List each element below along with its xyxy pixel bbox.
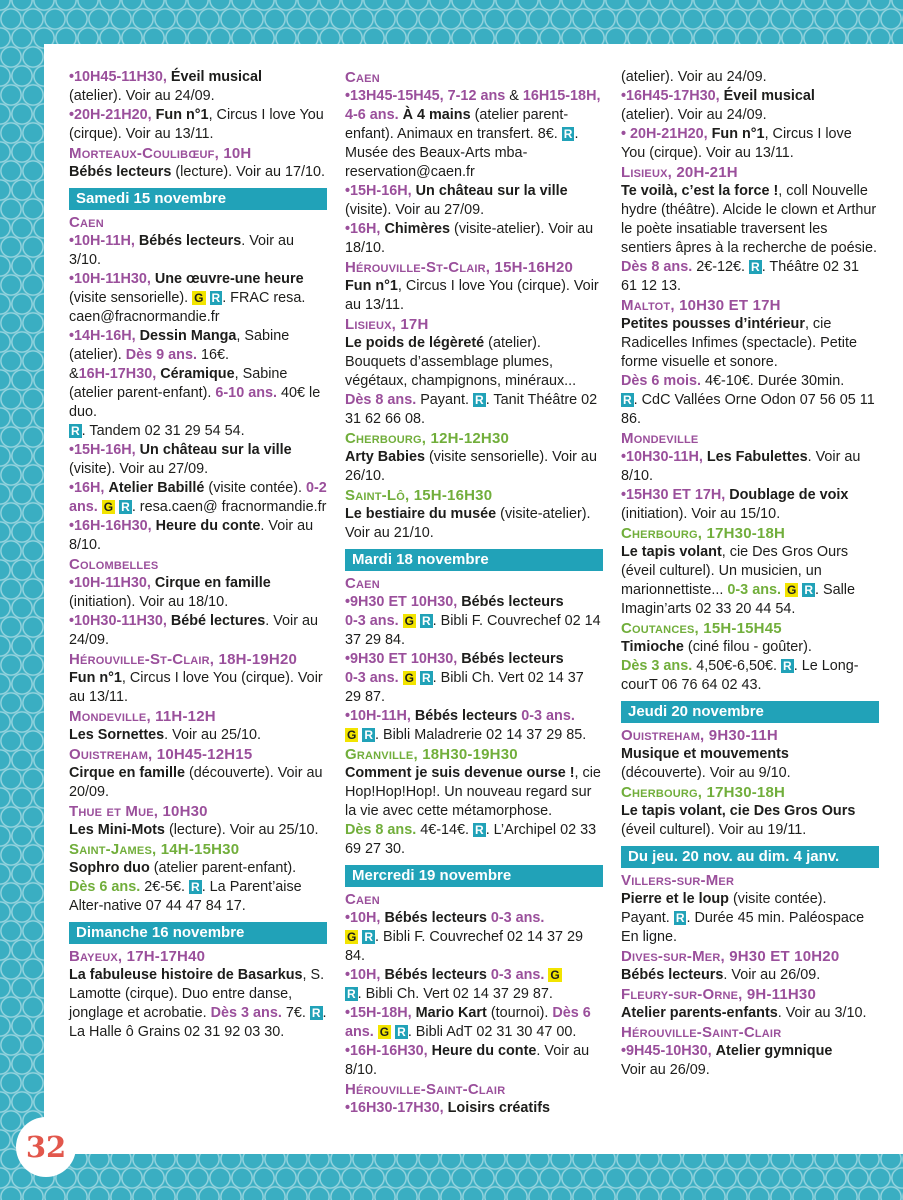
event-price: 2€-12€. xyxy=(696,259,746,275)
venue-heading: Cherbourg, 17H30-18H xyxy=(621,784,786,801)
event-details: (découverte). Voir au 9/10. xyxy=(621,765,791,781)
agenda-column-3 xyxy=(621,68,879,1080)
event-time: •10H-11H, xyxy=(345,708,411,724)
event-time: •10H-11H30, xyxy=(69,575,151,591)
event-title: Cirque en famille xyxy=(154,575,271,591)
event-details: , Circus I love You (cirque). Voir au 13/11. xyxy=(345,278,599,313)
event-time: •16H-16H30, xyxy=(69,518,152,534)
event-title: Doublage de voix xyxy=(729,487,849,503)
event-entry xyxy=(621,182,879,296)
r-badge: R xyxy=(364,728,374,742)
event-title: Bébés lecteurs xyxy=(384,910,487,926)
event-entry xyxy=(345,764,603,859)
event-contact: . La Halle ô Grains 02 31 92 03 30. xyxy=(69,1005,327,1040)
event-details: , cie Radicelles Infimes (spectacle). Petite forme visuelle et sonore. xyxy=(621,316,857,370)
event-entry xyxy=(621,890,879,947)
venue-heading: Ouistreham, 9H30-11H xyxy=(621,727,778,744)
age-label: 0-3 ans. xyxy=(345,670,399,686)
age-label: 0-3 ans. xyxy=(727,582,781,598)
event-entry xyxy=(345,966,603,1004)
event-entry xyxy=(621,315,879,429)
event-entry xyxy=(69,726,327,745)
event-contact: . Le Long-courT 06 76 64 02 43. xyxy=(621,658,859,693)
agenda-column-2 xyxy=(345,68,603,1118)
venue-heading: Caen xyxy=(345,891,380,908)
venue-heading: Cherbourg, 12H-12H30 xyxy=(345,430,510,447)
age-label: 0-3 ans. xyxy=(490,910,545,926)
venue-heading: Caen xyxy=(69,214,104,231)
event-details: (visite). Voir au 27/09. xyxy=(345,202,485,218)
event-title: Bébés lecteurs xyxy=(384,967,487,983)
age-label: Dès 8 ans. xyxy=(345,392,417,408)
event-details: (initiation). Voir au 18/10. xyxy=(69,594,229,610)
event-details: . Voir au 25/10. xyxy=(164,727,261,743)
event-price: 4,50€-6,50€. xyxy=(696,658,778,674)
event-entry xyxy=(69,365,327,441)
event-details: (ciné filou - goûter). xyxy=(687,639,812,655)
r-badge: R xyxy=(211,291,221,305)
r-badge: R xyxy=(475,823,484,837)
event-details: (atelier). Voir au 24/09. xyxy=(621,69,767,85)
age-label: Dès 8 ans. xyxy=(621,259,693,275)
event-title: Éveil musical xyxy=(723,88,815,104)
event-time: •14H-16H, xyxy=(69,328,136,344)
event-contact: . Bibli F. Couvrechef 02 14 37 29 84. xyxy=(345,929,584,964)
event-title: Arty Babies xyxy=(345,449,425,465)
event-details: , Circus I love You (cirque). Voir au 13/11. xyxy=(69,107,324,142)
venue-heading: Villers-sur-Mer xyxy=(621,872,735,889)
venue-heading: Saint-James, 14H-15H30 xyxy=(69,841,240,858)
r-badge: R xyxy=(71,424,80,438)
event-contact: . Salle Imagin’arts 02 33 20 44 54. xyxy=(621,582,855,617)
venue-heading: Maltot, 10H30 ET 17H xyxy=(621,297,781,314)
day-header: Dimanche 16 novembre xyxy=(69,922,327,944)
event-contact: . CdC Vallées Orne Odon 07 56 05 11 86. xyxy=(621,392,875,427)
venue-heading: Hérouville-Saint-Clair xyxy=(345,1081,506,1098)
event-title: Une œuvre-une heure xyxy=(154,271,304,287)
event-title: Les Fabulettes xyxy=(706,449,808,465)
g-badge: G xyxy=(404,614,414,628)
event-details: (visite-atelier). Voir au 18/10. xyxy=(345,221,594,256)
event-details: (atelier). Voir au 24/09. xyxy=(621,107,767,123)
event-title: Le tapis volant, cie Des Gros Ours xyxy=(621,803,856,819)
r-badge: R xyxy=(475,393,484,407)
event-time: •9H30 ET 10H30, xyxy=(345,594,458,610)
venue-heading: Fleury-sur-Orne, 9H-11H30 xyxy=(621,986,817,1003)
event-entry xyxy=(69,441,327,479)
event-details: (visite sensorielle). xyxy=(69,290,189,306)
event-details: . Voir au 3/10. xyxy=(69,233,295,268)
event-entry xyxy=(69,232,327,270)
event-entry xyxy=(345,1042,603,1080)
r-badge: R xyxy=(421,671,431,685)
event-title: Petites pousses d’intérieur xyxy=(621,316,805,332)
event-entry xyxy=(345,909,603,966)
event-time: 16H15-18H, 4-6 ans. xyxy=(345,88,601,123)
day-header: Mercredi 19 novembre xyxy=(345,865,603,887)
event-details: (initiation). Voir au 15/10. xyxy=(621,506,781,522)
event-time: •10H, xyxy=(345,910,381,926)
event-entry xyxy=(345,1099,603,1118)
venue-heading: Mondeville, 11H-12H xyxy=(69,708,216,725)
r-badge: R xyxy=(804,583,813,597)
event-entry xyxy=(621,745,879,783)
event-title: Loisirs créatifs xyxy=(447,1100,551,1116)
event-title: Pierre et le loup xyxy=(621,891,729,907)
event-time: •15H-18H, xyxy=(345,1005,412,1021)
event-time: •10H-11H30, xyxy=(69,271,151,287)
event-contact: . Bibli F. Couvrechef 02 14 37 29 84. xyxy=(345,613,601,648)
event-details: . Voir au 26/09. xyxy=(723,967,821,983)
age-label: 0-3 ans. xyxy=(345,613,399,629)
event-time: •16H30-17H30, xyxy=(345,1100,444,1116)
event-title: Fun n°1 xyxy=(69,670,122,686)
event-title: Comment je suis devenue ourse ! xyxy=(345,765,575,781)
age-label: 0-2 ans. xyxy=(69,480,327,515)
event-title: La fabuleuse histoire de Basarkus xyxy=(69,967,303,983)
event-details: , cie Hop!Hop!Hop!. Un nouveau regard sur la vie avec cette métamorphose. xyxy=(345,765,601,819)
event-details: . Voir au 8/10. xyxy=(345,1043,590,1078)
event-price: 16€. xyxy=(200,347,229,363)
event-details: (atelier parent-enfant). xyxy=(153,860,297,876)
day-header: Mardi 18 novembre xyxy=(345,549,603,571)
event-details: (visite contée). xyxy=(208,480,302,496)
r-badge: R xyxy=(623,393,632,407)
event-price: 40€ le duo. xyxy=(69,385,321,420)
r-badge: R xyxy=(421,614,431,628)
event-entry xyxy=(69,821,327,840)
event-title: Chimères xyxy=(384,221,451,237)
event-details: . Voir au 24/09. xyxy=(69,613,319,648)
event-price: 4€-10€. Durée 30min. xyxy=(705,373,845,389)
venue-heading: Morteaux-Coulibœuf, 10H xyxy=(69,145,252,162)
age-label: 0-3 ans. xyxy=(490,967,545,983)
page-number: 32 xyxy=(16,1117,76,1177)
age-label: Dès 6 ans. xyxy=(345,1005,591,1040)
venue-heading: Hérouville-St-Clair, 15H-16H20 xyxy=(345,259,574,276)
venue-heading: Lisieux, 20H-21H xyxy=(621,164,738,181)
event-details: (visite-atelier). Voir au 21/10. xyxy=(345,506,591,541)
event-entry xyxy=(345,593,603,650)
event-entry xyxy=(621,1004,879,1023)
event-contact: . La Parent’aise Alter-native 07 44 47 84 17. xyxy=(69,879,302,914)
r-badge: R xyxy=(311,1006,321,1020)
event-entry xyxy=(69,966,327,1042)
event-contact: . Théâtre 02 31 61 12 13. xyxy=(621,259,860,294)
event-title: À 4 mains xyxy=(402,107,471,123)
r-badge: R xyxy=(751,260,760,274)
event-details: (visite sensorielle). Voir au 26/10. xyxy=(345,449,597,484)
event-time: • 20H-21H20, xyxy=(621,126,708,142)
event-time: •15H30 ET 17H, xyxy=(621,487,726,503)
event-details: (atelier). Voir au 24/09. xyxy=(69,88,215,104)
event-details: . Voir au 3/10. xyxy=(777,1005,867,1021)
event-entry xyxy=(69,669,327,707)
event-time: 16H-17H30, xyxy=(78,366,157,382)
event-contact: . L’Archipel 02 33 69 27 30. xyxy=(345,822,597,857)
event-title: Le poids de légèreté xyxy=(345,335,485,351)
event-time: •10H30-11H, xyxy=(621,449,703,465)
event-details: (visite contée). Payant. xyxy=(621,891,827,926)
event-title: Les Mini-Mots xyxy=(69,822,165,838)
event-price: 2€-5€. xyxy=(144,879,186,895)
event-title: Bébés lecteurs xyxy=(461,651,564,667)
event-details: . FRAC resa. caen@fracnormandie.fr xyxy=(69,290,306,325)
venue-heading: Cherbourg, 17H30-18H xyxy=(621,525,786,542)
event-title: Bébés lecteurs xyxy=(461,594,564,610)
age-label: Dès 6 ans. xyxy=(69,879,141,895)
day-header: Jeudi 20 novembre xyxy=(621,701,879,723)
event-time: •13H45-15H45, 7-12 ans xyxy=(345,88,506,104)
event-details: , coll Nouvelle hydre (théâtre). Alcide le clown et Arthur le poète insatiable traversent les sentiers âpres à la recherche de poésie. xyxy=(621,183,877,256)
event-details: , Sabine (atelier). xyxy=(69,328,290,363)
event-time: •10H30-11H30, xyxy=(69,613,167,629)
day-header: Samedi 15 novembre xyxy=(69,188,327,210)
event-title: Le tapis volant xyxy=(621,544,722,560)
age-label: Dès 6 mois. xyxy=(621,373,701,389)
event-entry xyxy=(69,270,327,327)
event-time: •16H45-17H30, xyxy=(621,88,720,104)
event-title: Céramique xyxy=(160,366,235,382)
event-title: Bébé lectures xyxy=(170,613,266,629)
venue-heading: Hérouville-St-Clair, 18H-19H20 xyxy=(69,651,298,668)
venue-heading: Colombelles xyxy=(69,556,159,573)
event-contact: . Bibli AdT 02 31 30 47 00. xyxy=(407,1024,577,1040)
event-contact: . Tanit Théâtre 02 31 62 66 08. xyxy=(345,392,598,427)
event-details: (atelier). Bouquets d’assemblage plumes, végétaux, champignons, minéraux... xyxy=(345,335,577,389)
event-entry xyxy=(69,68,327,106)
event-title: Atelier parents-enfants xyxy=(621,1005,778,1021)
event-title: Atelier gymnique xyxy=(715,1043,833,1059)
event-details: (visite). Voir au 27/09. xyxy=(69,461,209,477)
r-badge: R xyxy=(364,930,374,944)
event-details: . Voir au 8/10. xyxy=(621,449,861,484)
event-title: Fun n°1 xyxy=(345,278,398,294)
event-time: •15H-16H, xyxy=(69,442,136,458)
venue-heading: Caen xyxy=(345,575,380,592)
event-entry xyxy=(621,966,879,985)
event-details: , Circus I love You (cirque). Voir au 13/11. xyxy=(621,126,852,161)
event-entry xyxy=(69,574,327,612)
event-title: Le bestiaire du musée xyxy=(345,506,497,522)
age-label: Dès 8 ans. xyxy=(345,822,417,838)
event-title: Cirque en famille xyxy=(69,765,185,781)
event-details: (tournoi). xyxy=(490,1005,549,1021)
event-contact: . Tandem 02 31 29 54 54. xyxy=(81,423,245,439)
event-details: , Sabine (atelier parent-enfant). xyxy=(69,366,288,401)
event-details: (découverte). Voir au 20/09. xyxy=(69,765,323,800)
event-entry xyxy=(621,543,879,619)
event-title: Bébés lecteurs xyxy=(621,967,724,983)
event-entry xyxy=(69,106,327,144)
event-entry xyxy=(621,1042,879,1080)
r-badge: R xyxy=(191,880,200,894)
venue-heading: Dives-sur-Mer, 9H30 ET 10H20 xyxy=(621,948,840,965)
event-entry xyxy=(621,68,879,87)
event-entry xyxy=(345,182,603,220)
g-badge: G xyxy=(786,583,797,597)
event-title: Sophro duo xyxy=(69,860,150,876)
event-time: •15H-16H, xyxy=(345,183,412,199)
age-label: 0-3 ans. xyxy=(521,708,575,724)
r-badge: R xyxy=(783,659,792,673)
g-badge: G xyxy=(347,930,357,944)
event-price: 7€. xyxy=(285,1005,306,1021)
venue-heading: Mondeville xyxy=(621,430,699,447)
event-entry xyxy=(621,448,879,486)
ampersand: & xyxy=(509,88,519,104)
event-price: 4€-14€. xyxy=(420,822,470,838)
event-details: . Voir au 8/10. xyxy=(69,518,314,553)
g-badge: G xyxy=(379,1025,390,1039)
event-details: , S. Lamotte (cirque). Duo entre danse, jonglage et acrobatie. xyxy=(69,967,325,1021)
event-details: Voir au 26/09. xyxy=(621,1062,710,1078)
event-entry xyxy=(69,479,327,517)
event-time: •10H-11H, xyxy=(69,233,135,249)
event-contact: . Bibli Maladrerie 02 14 37 29 85. xyxy=(375,727,587,743)
r-badge: R xyxy=(347,987,356,1001)
venue-heading: Granville, 18H30-19H30 xyxy=(345,746,518,763)
age-label: Dès 9 ans. xyxy=(125,347,197,363)
g-badge: G xyxy=(404,671,414,685)
event-contact: . Bibli Ch. Vert 02 14 37 29 87. xyxy=(345,670,584,705)
event-time: •10H45-11H30, xyxy=(69,69,167,85)
day-header: Du jeu. 20 nov. au dim. 4 janv. xyxy=(621,846,879,868)
event-time: •9H45-10H30, xyxy=(621,1043,712,1059)
ampersand: & xyxy=(69,366,79,382)
event-details: (éveil culturel). Voir au 19/11. xyxy=(621,822,807,838)
r-badge: R xyxy=(675,911,685,925)
event-entry xyxy=(621,87,879,125)
event-entry xyxy=(621,802,879,840)
event-entry xyxy=(621,638,879,695)
event-time: •16H-16H30, xyxy=(345,1043,428,1059)
event-contact: . resa.caen@ fracnormandie.fr xyxy=(131,499,327,515)
event-entry xyxy=(69,517,327,555)
event-entry xyxy=(345,220,603,258)
event-entry xyxy=(69,612,327,650)
event-title: Dessin Manga xyxy=(139,328,237,344)
event-contact: . Musée des Beaux-Arts mba-reservation@caen.fr xyxy=(345,126,579,180)
event-details: , Circus I love You (cirque). Voir au 13/11. xyxy=(69,670,323,705)
event-title: Éveil musical xyxy=(170,69,263,85)
event-price: Payant. xyxy=(420,392,470,408)
venue-heading: Caen xyxy=(345,69,380,86)
event-title: Heure du conte xyxy=(431,1043,537,1059)
event-title: Un château sur la ville xyxy=(415,183,568,199)
venue-heading: Coutances, 15H-15H45 xyxy=(621,620,782,637)
venue-heading: Thue et Mue, 10H30 xyxy=(69,803,208,820)
event-entry xyxy=(345,650,603,707)
event-title: Atelier Babillé xyxy=(108,480,205,496)
event-entry xyxy=(345,1004,603,1042)
event-title: Bébés lecteurs xyxy=(69,164,172,180)
event-time: •9H30 ET 10H30, xyxy=(345,651,458,667)
event-entry xyxy=(345,707,603,745)
g-badge: G xyxy=(103,500,114,514)
agenda-column-1 xyxy=(69,68,327,1042)
event-entry xyxy=(621,486,879,524)
venue-heading: Ouistreham, 10H45-12H15 xyxy=(69,746,253,763)
g-badge: G xyxy=(347,728,357,742)
age-label: Dès 3 ans. xyxy=(210,1005,282,1021)
r-badge: R xyxy=(397,1025,406,1039)
event-title: Mario Kart xyxy=(415,1005,487,1021)
event-title: Musique et mouvements xyxy=(621,746,789,762)
event-title: Fun n°1 xyxy=(711,126,765,142)
event-time: •20H-21H20, xyxy=(69,107,152,123)
r-badge: R xyxy=(563,127,573,141)
event-time: •16H, xyxy=(345,221,381,237)
event-details: (lecture). Voir au 25/10. xyxy=(168,822,319,838)
age-label: Dès 3 ans. xyxy=(621,658,693,674)
event-details: (atelier parent-enfant). Animaux en transfert. 8€. xyxy=(345,107,569,142)
g-badge: G xyxy=(194,291,204,305)
event-time: •16H, xyxy=(69,480,105,496)
event-title: Timioche xyxy=(621,639,684,655)
event-entry xyxy=(69,163,327,182)
event-title: Fun n°1 xyxy=(155,107,209,123)
venue-heading: Lisieux, 17H xyxy=(345,316,429,333)
event-details: , cie Des Gros Ours (éveil culturel). Un musicien, un marionnettiste... xyxy=(621,544,849,598)
event-contact: . Durée 45 min. Paléospace En ligne. xyxy=(621,910,865,945)
event-entry xyxy=(345,448,603,486)
event-entry xyxy=(345,87,603,182)
event-time: •10H, xyxy=(345,967,381,983)
event-title: Bébés lecteurs xyxy=(414,708,518,724)
event-title: Heure du conte xyxy=(155,518,261,534)
event-entry xyxy=(345,277,603,315)
venue-heading: Bayeux, 17H-17H40 xyxy=(69,948,206,965)
event-entry xyxy=(345,505,603,543)
event-contact: . Bibli Ch. Vert 02 14 37 29 87. xyxy=(357,986,553,1002)
r-badge: R xyxy=(121,500,130,514)
event-entry xyxy=(69,327,327,365)
event-title: Un château sur la ville xyxy=(139,442,292,458)
event-title: Te voilà, c’est la force ! xyxy=(621,183,779,199)
event-title: Les Sornettes xyxy=(69,727,165,743)
event-title: Bébés lecteurs xyxy=(138,233,242,249)
event-entry xyxy=(69,764,327,802)
venue-heading: Saint-Lô, 15H-16H30 xyxy=(345,487,493,504)
age-label: 6-10 ans. xyxy=(215,385,277,401)
event-entry xyxy=(621,125,879,163)
g-badge: G xyxy=(550,968,560,982)
event-details: (lecture). Voir au 17/10. xyxy=(175,164,325,180)
venue-heading: Hérouville-Saint-Clair xyxy=(621,1024,782,1041)
event-entry xyxy=(345,334,603,429)
event-entry xyxy=(69,859,327,916)
